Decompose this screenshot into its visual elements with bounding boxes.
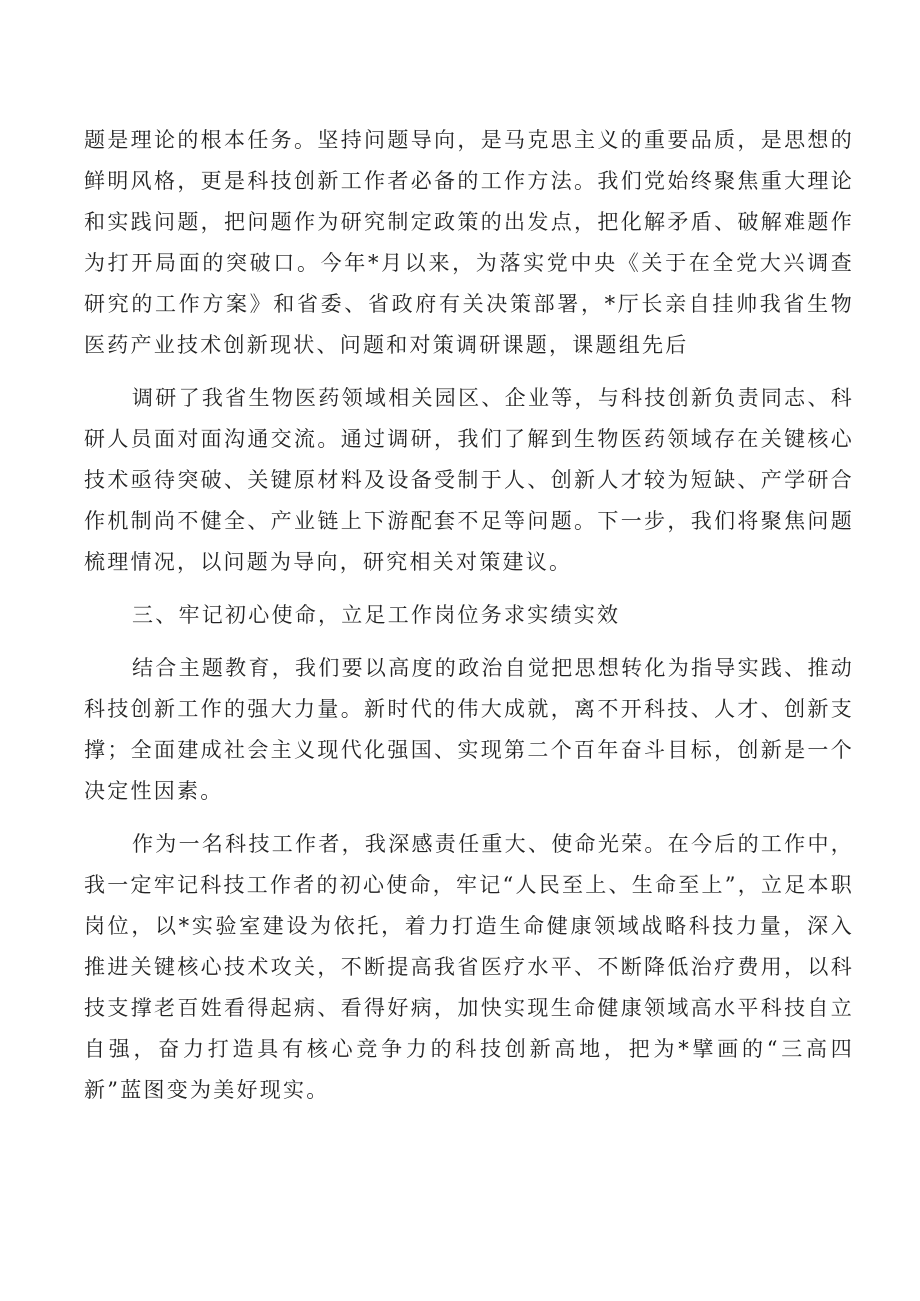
- document-body: [84, 120, 854, 1111]
- paragraph-education: 结合主题教育，我们要以高度的政治自觉把思想转化为指导实践、推动科技创新工作的强大力量。新时代的伟大成就，离不开科技、人才、创新支撑；全面建成社会主义现代化强国、实现第二个百年奋斗目标，创新是一个决定性因素。: [84, 656, 854, 803]
- section-heading: 三、牢记初心使命，立足工作岗位务求实绩实效: [132, 603, 621, 627]
- paragraph-spacer: [84, 812, 854, 824]
- paragraph-spacer: [84, 636, 854, 648]
- paragraph-commitment: 作为一名科技工作者，我深感责任重大、使命光荣。在今后的工作中，我一定牢记科技工作者的初心使命，牢记“人民至上、生命至上”，立足本职岗位，以*实验室建设为依托，着力打造生命健康领域战略科技力量，深入推进关键核心技术攻关，不断提高我省医疗水平、不断降低治疗费用，以科技支撑老百姓看得起病、看得好病，加快实现生命健康领域高水平科技自立自强，奋力打造具有核心竞争力的科技创新高地，把为*擘画的“三高四新”蓝图变为美好现实。: [84, 832, 854, 1102]
- paragraph-research: 调研了我省生物医药领域相关园区、企业等，与科技创新负责同志、科研人员面对面沟通交流。通过调研，我们了解到生物医药领域存在关键核心技术亟待突破、关键原材料及设备受制于人、创新人才较为短缺、产学研合作机制尚不健全、产业链上下游配套不足等问题。下一步，我们将聚焦问题梳理情况，以问题为导向，研究相关对策建议。: [84, 386, 854, 574]
- paragraph-spacer: [84, 583, 854, 595]
- paragraph-spacer: [84, 366, 854, 378]
- paragraph-continued: 题是理论的根本任务。坚持问题导向，是马克思主义的重要品质，是思想的鲜明风格，更是科技创新工作者必备的工作方法。我们党始终聚焦重大理论和实践问题，把问题作为研究制定政策的出发点，把化解矛盾、破解难题作为打开局面的突破口。今年*月以来，为落实党中央《关于在全党大兴调查研究的工作方案》和省委、省政府有关决策部署，*厅长亲自挂帅我省生物医药产业技术创新现状、问题和对策调研课题，课题组先后: [84, 128, 854, 357]
